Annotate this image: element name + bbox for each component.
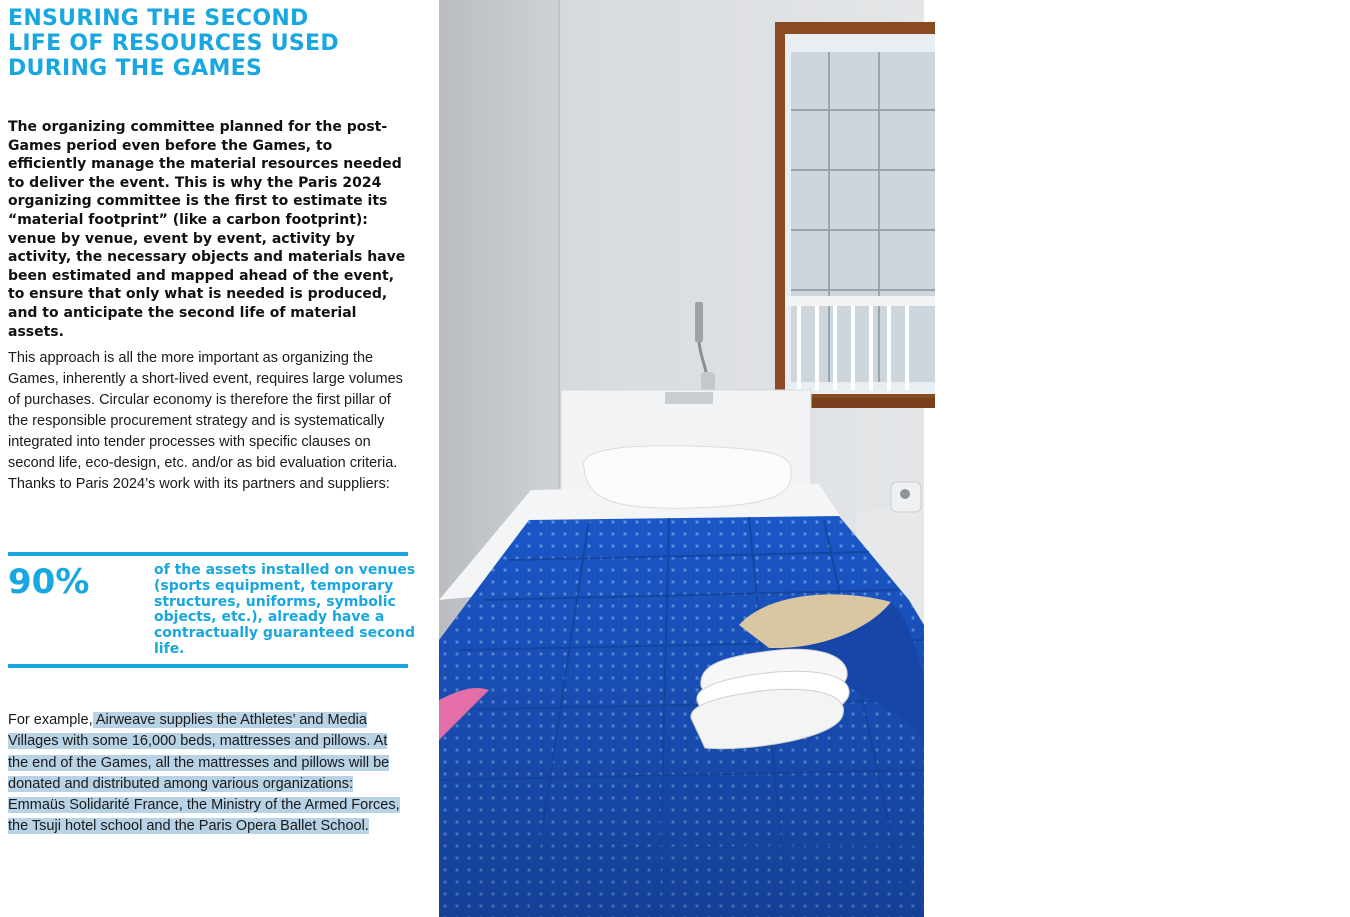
- section-title: [8, 6, 418, 81]
- example-paragraph: [8, 710, 408, 838]
- example-lead: For example,: [8, 712, 93, 728]
- title-line-1: ENSURING THE SECOND: [8, 6, 309, 31]
- example-highlighted-text: Airweave supplies the Athletes’ and Media Villages with some 16,000 beds, mattresses and pillows. At the end of the Games, all the mattresses and pillows will be donated and distributed among various organizations: Emmaüs Solidarité France, the Ministry of the Armed Forces, the Tsuji hotel school and the Paris Opera Ballet School.: [8, 712, 400, 835]
- bedroom-photo: [439, 0, 1350, 917]
- intro-paragraph: The organizing committee planned for the post-Games period even before the Games, to efficiently manage the material resources needed to deliver the event. This is why the Paris 2024 organizing committee is the first to estimate its “material footprint” (like a carbon footprint): venue by venue, event by event, activity by activity, the necessary objects and materials have been estimated and mapped ahead of the event, to ensure that only what is needed is produced, and to anticipate the second life of material assets.: [8, 119, 406, 340]
- title-line-2: LIFE OF RESOURCES USED: [8, 31, 339, 56]
- stat-rule-top: [8, 552, 408, 556]
- photo-credit: © Paris 2024/Jeanne: [1339, 807, 1350, 905]
- text-column: [0, 0, 420, 917]
- stat-description: of the assets installed on venues (sports equipment, temporary structures, uniforms, symbolic objects, etc.), already have a contractually guaranteed second life.: [154, 562, 416, 657]
- stat-rule-bottom: [8, 664, 408, 668]
- stat-number: 90%: [8, 562, 90, 602]
- title-line-3: DURING THE GAMES: [8, 56, 263, 81]
- body-paragraph: This approach is all the more important as organizing the Games, inherently a short-lived event, requires large volumes of purchases. Circular economy is therefore the first pillar of the responsible procurement strategy and is systematically integrated into tender processes with specific clauses on second life, eco-design, etc. and/or as bid evaluation criteria. Thanks to Paris 2024’s work with its partners and suppliers:: [8, 350, 403, 492]
